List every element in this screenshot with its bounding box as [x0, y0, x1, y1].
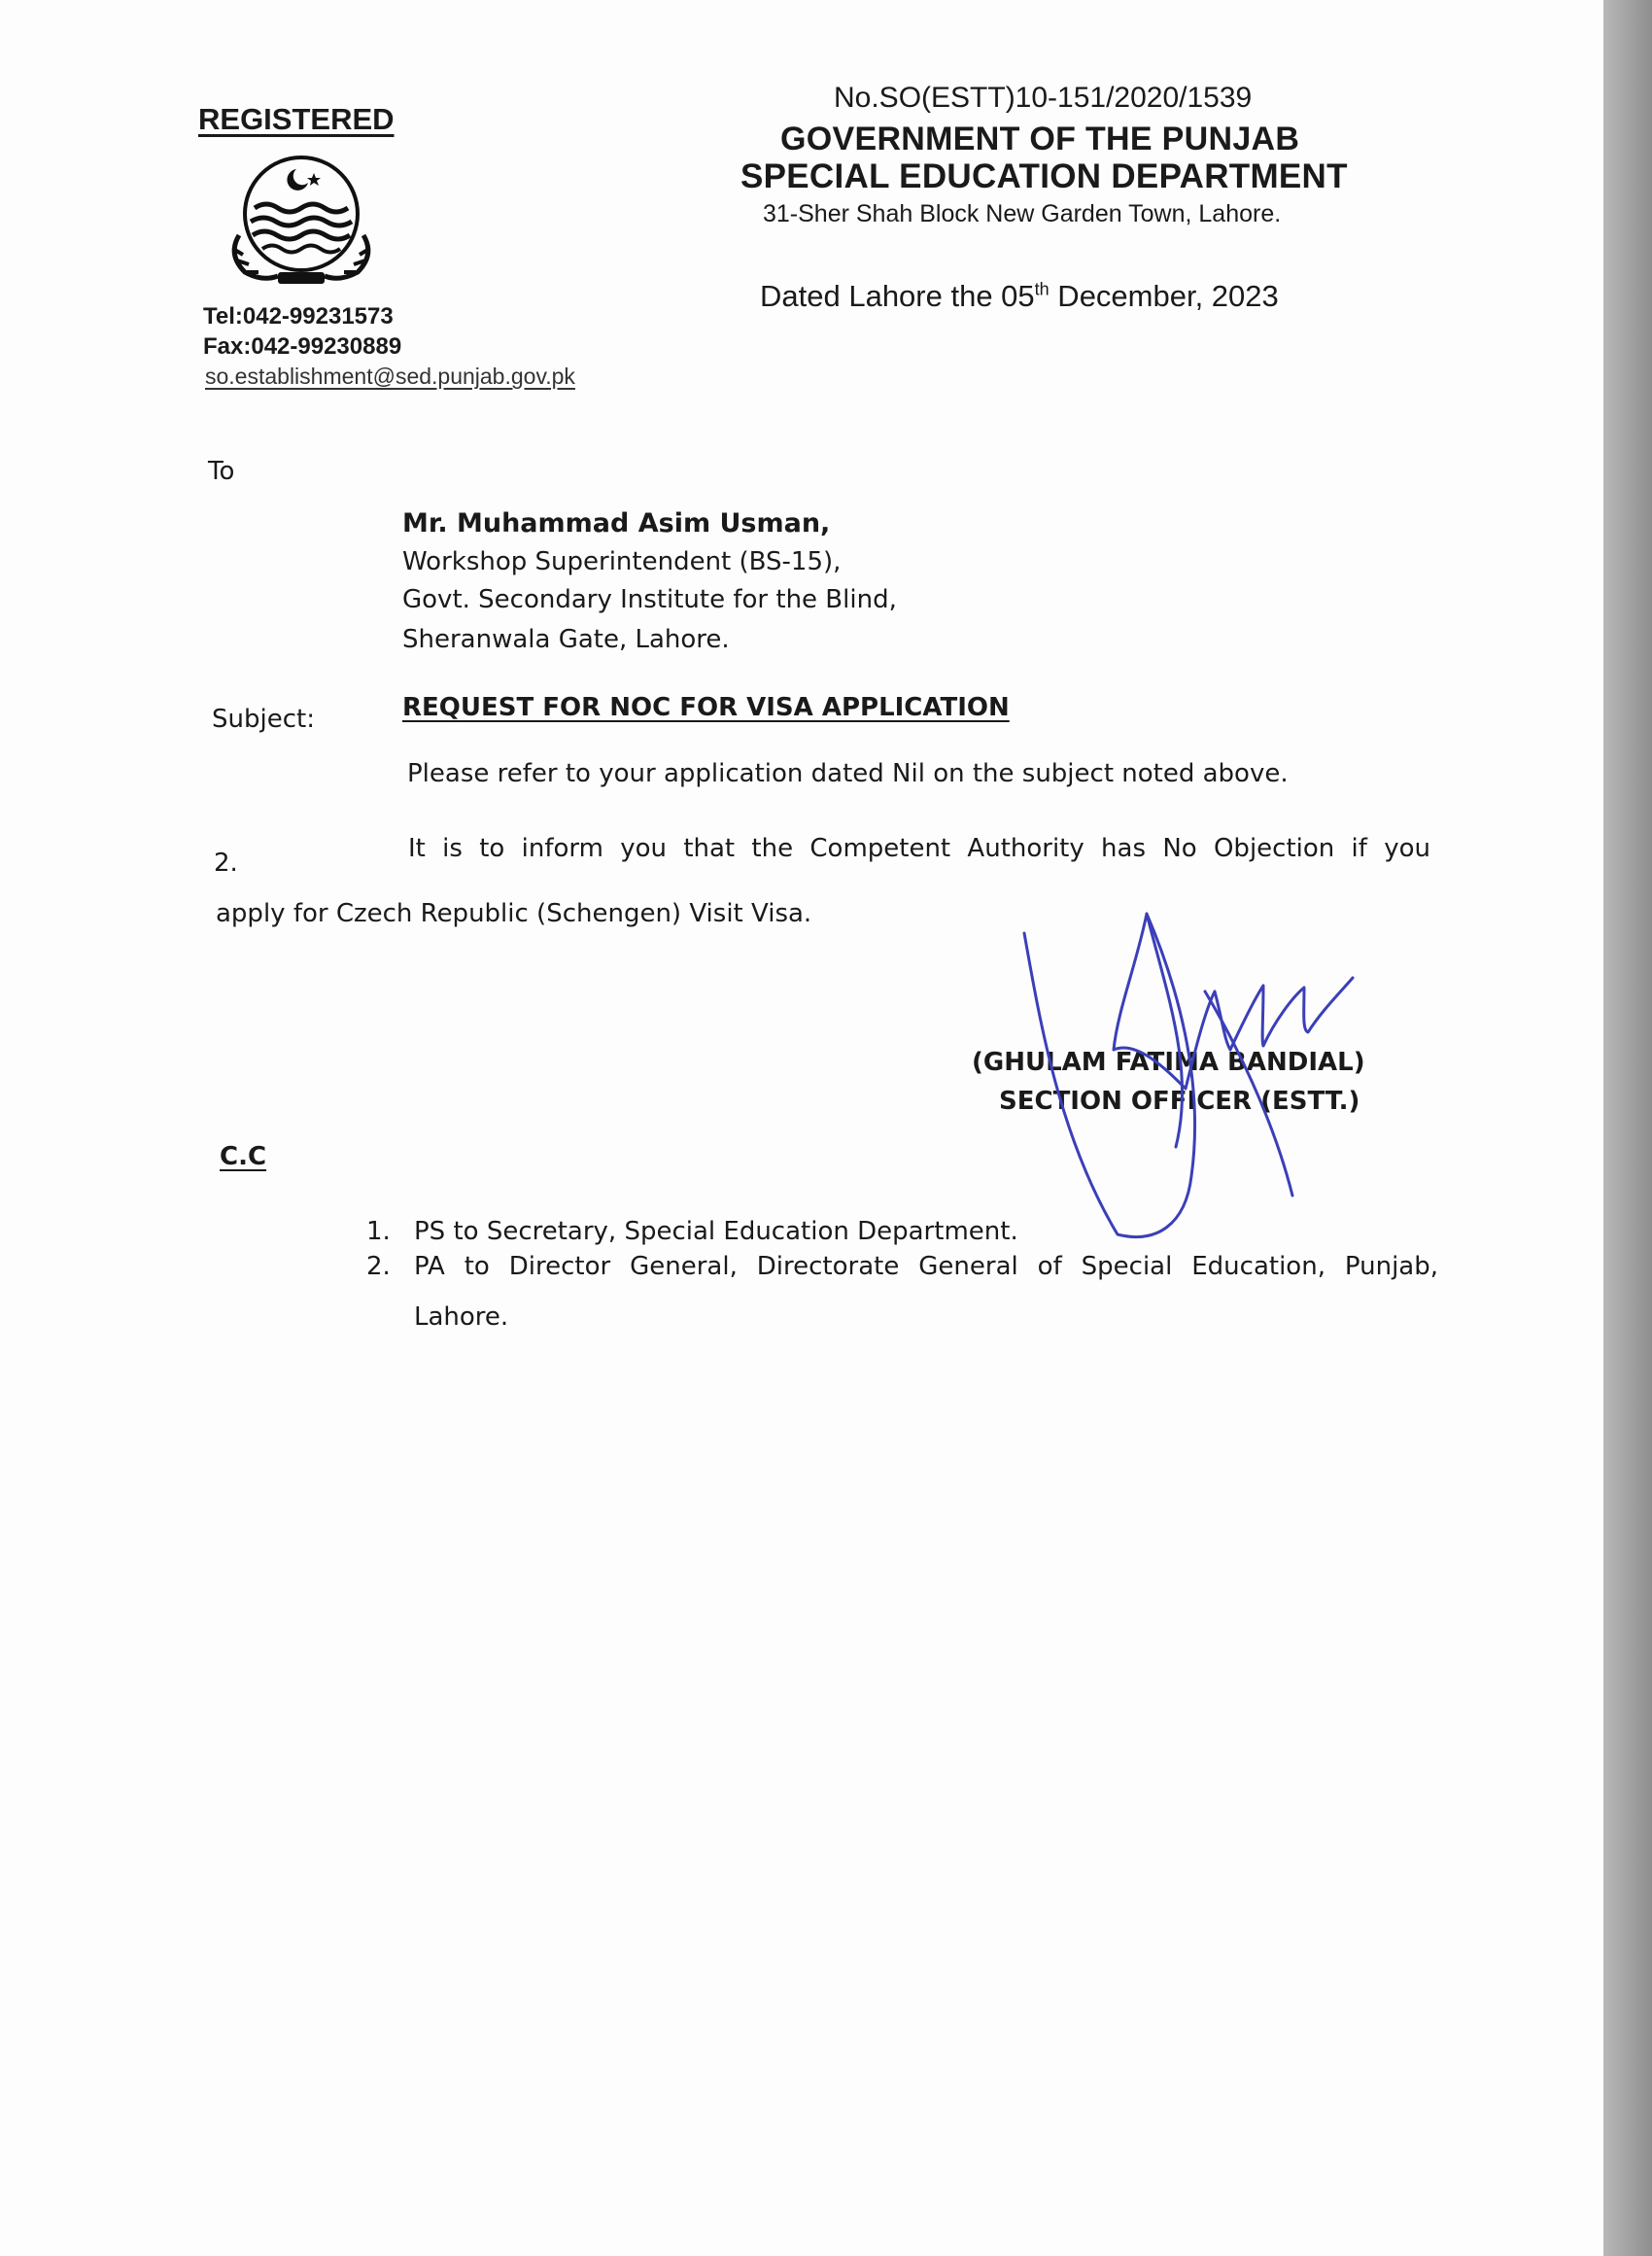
cc-item-number: 1.	[366, 1217, 391, 1246]
paragraph-2-line-2: apply for Czech Republic (Schengen) Visit Visa.	[216, 899, 812, 928]
department-title: SPECIAL EDUCATION DEPARTMENT	[740, 157, 1348, 195]
to-label: To	[208, 457, 235, 486]
cc-item-continuation: Lahore.	[414, 1302, 509, 1332]
recipient-line: Sheranwala Gate, Lahore.	[402, 625, 730, 654]
subject-label: Subject:	[212, 705, 315, 734]
cc-item: PA to Director General, Directorate General of Special Education, Punjab,	[414, 1252, 1438, 1281]
date-suffix: December, 2023	[1049, 279, 1279, 313]
signatory-title: SECTION OFFICER (ESTT.)	[999, 1087, 1360, 1116]
cc-item-number: 2.	[366, 1252, 391, 1281]
punjab-seal-logo	[220, 148, 404, 294]
fax: Fax:042-99230889	[203, 333, 402, 360]
government-title: GOVERNMENT OF THE PUNJAB	[780, 121, 1300, 157]
telephone: Tel:042-99231573	[203, 303, 394, 330]
cc-item: PS to Secretary, Special Education Department.	[414, 1217, 1018, 1246]
recipient-line: Govt. Secondary Institute for the Blind,	[402, 585, 897, 614]
cc-label: C.C	[220, 1142, 267, 1171]
scan-edge	[1603, 0, 1652, 2256]
registered-label: REGISTERED	[198, 102, 395, 136]
letter-date	[760, 279, 1279, 314]
signatory-name: (GHULAM FATIMA BANDIAL)	[972, 1048, 1365, 1077]
date-ordinal: th	[1034, 279, 1050, 299]
department-address: 31-Sher Shah Block New Garden Town, Lahore.	[763, 200, 1282, 227]
recipient-name: Mr. Muhammad Asim Usman,	[402, 508, 831, 538]
handwritten-signature	[1001, 904, 1360, 1254]
paragraph-2-line-1: It is to inform you that the Competent Authority has No Objection if you	[408, 834, 1430, 863]
email-link[interactable]: so.establishment@sed.punjab.gov.pk	[205, 364, 575, 389]
paragraph-1: Please refer to your application dated Nil on the subject noted above.	[407, 759, 1289, 788]
letter-number: No.SO(ESTT)10-151/2020/1539	[834, 82, 1253, 114]
recipient-line: Workshop Superintendent (BS-15),	[402, 547, 842, 576]
paragraph-2-number: 2.	[214, 849, 238, 878]
subject-text: REQUEST FOR NOC FOR VISA APPLICATION	[402, 693, 1010, 722]
date-prefix: Dated Lahore the 05	[760, 279, 1035, 313]
